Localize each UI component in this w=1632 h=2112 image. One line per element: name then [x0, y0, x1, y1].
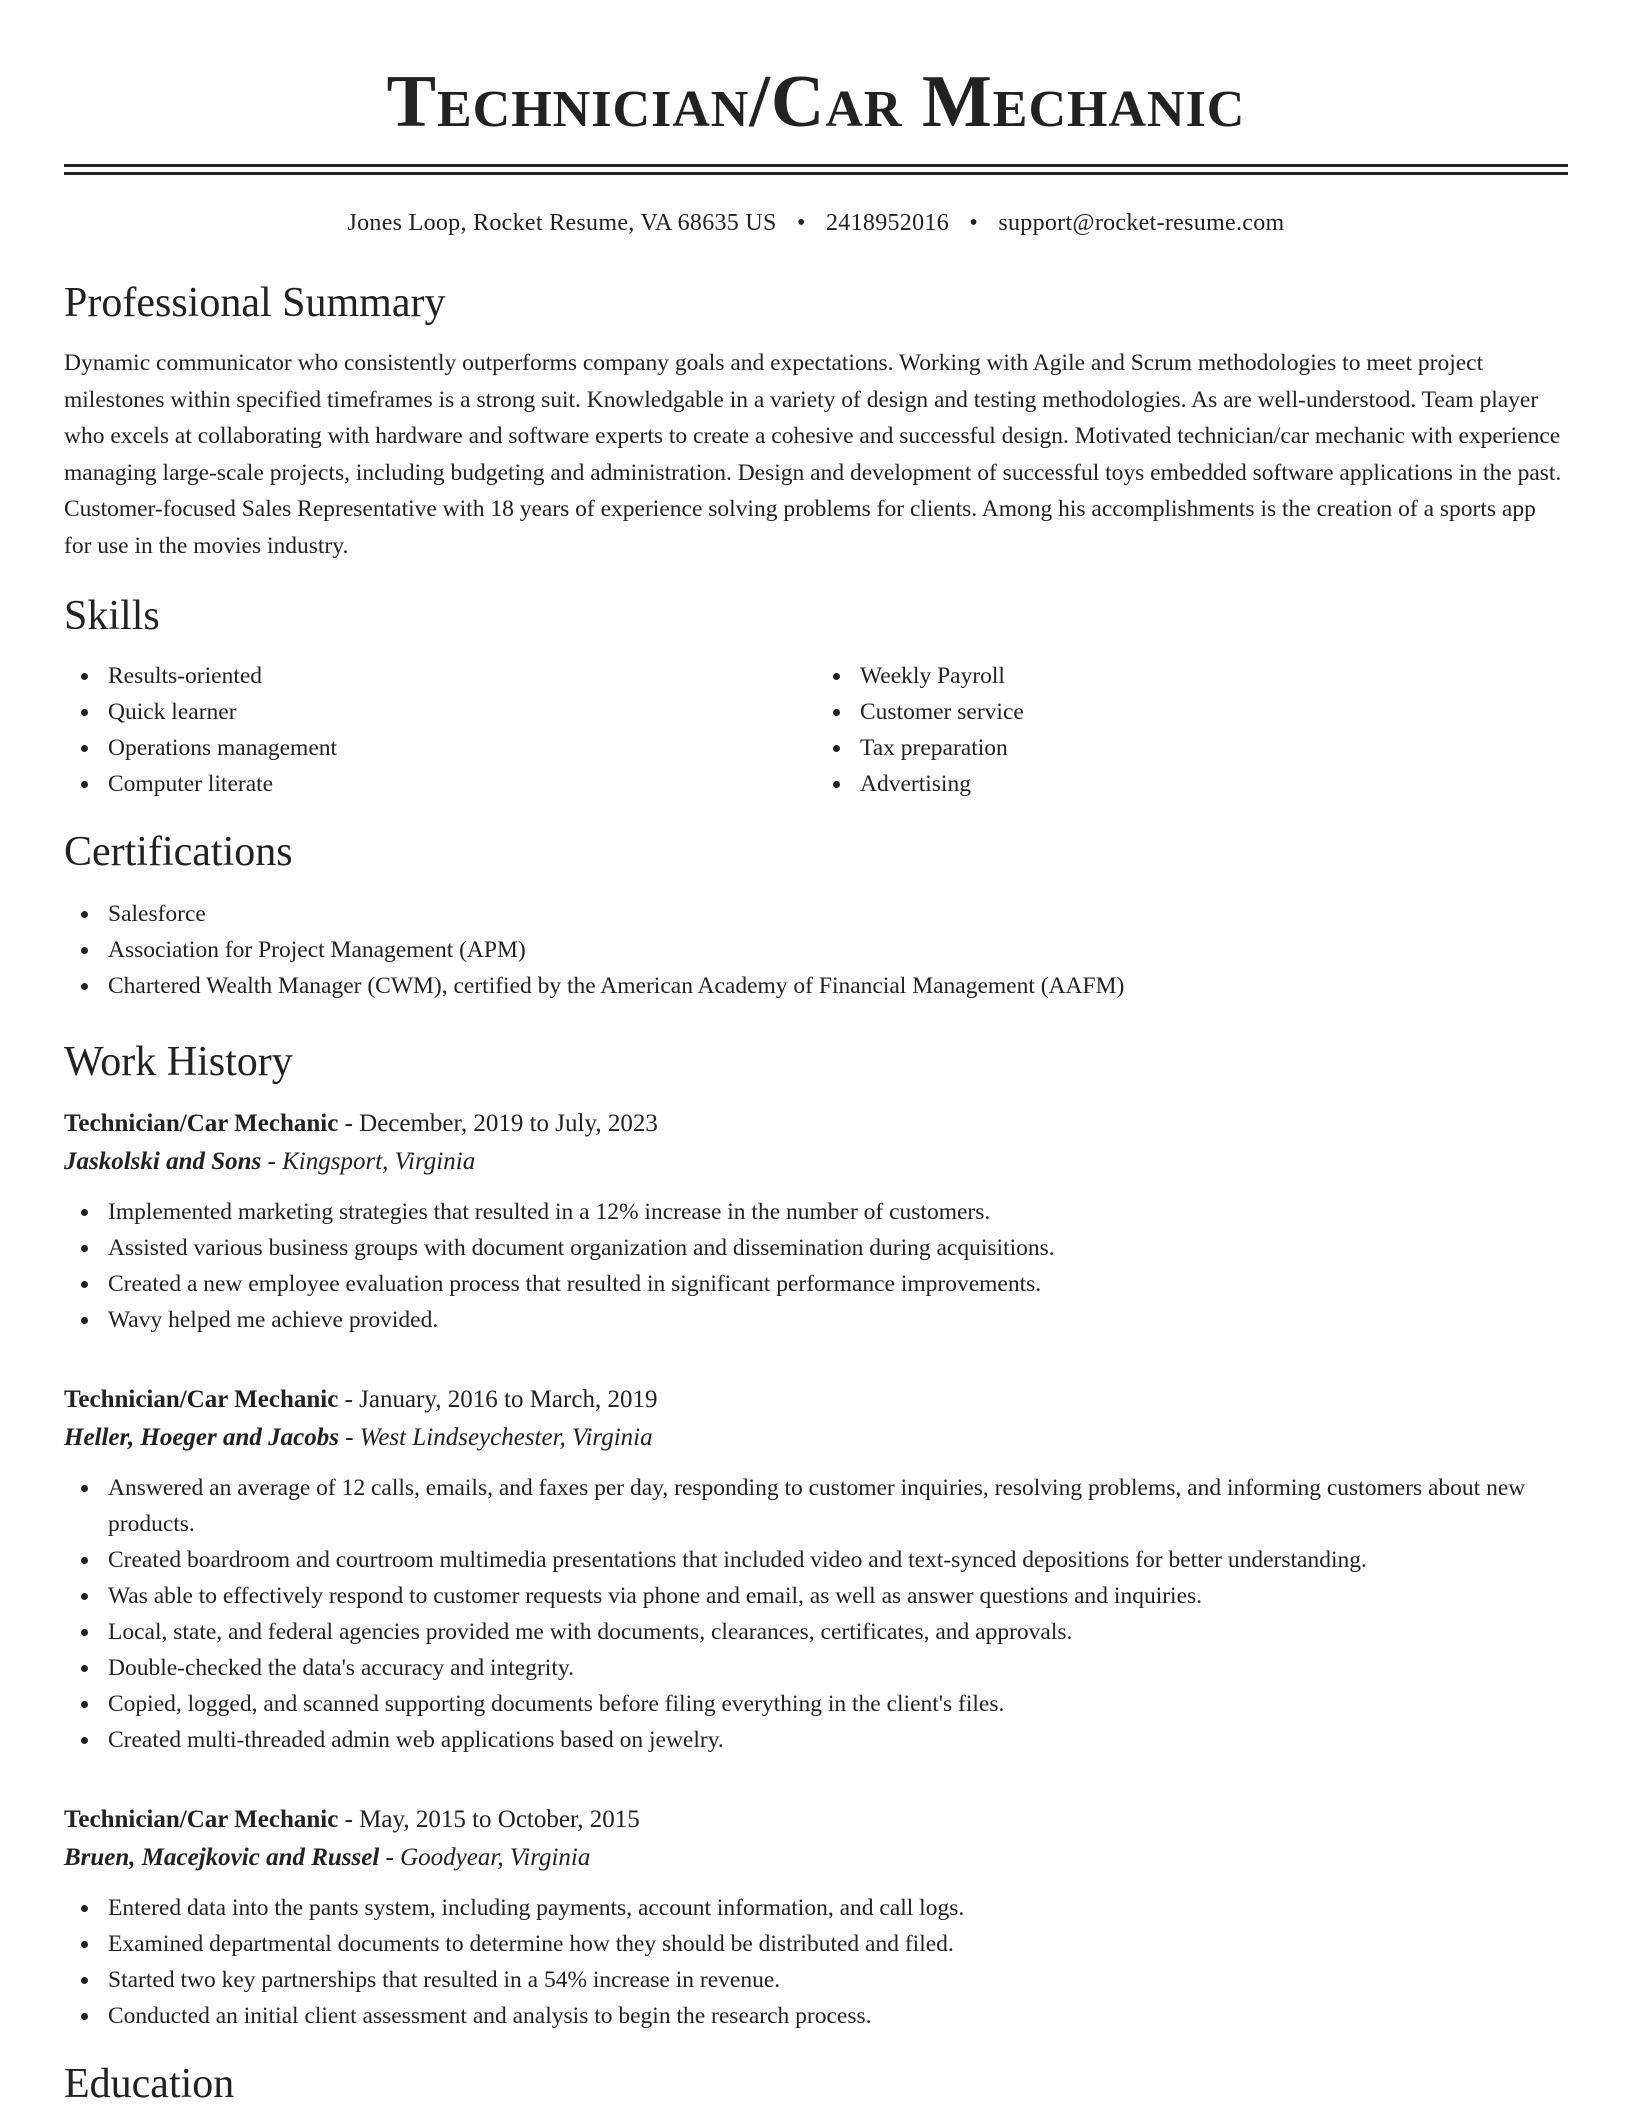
job-bullet: Examined departmental documents to determine how they should be distributed and filed.: [108, 1926, 1568, 1962]
job-bullet: Implemented marketing strategies that resulted in a 12% increase in the number of customers.: [108, 1194, 1568, 1230]
skill-item: Advertising: [860, 766, 1568, 802]
education-section: [64, 2058, 1568, 2110]
skill-item: Operations management: [108, 730, 816, 766]
contact-separator: •: [796, 210, 806, 236]
job-dates: - January, 2016 to March, 2019: [338, 1386, 658, 1413]
job-bullet: Answered an average of 12 calls, emails, and faxes per day, responding to customer inquiries, resolving problems, and informing customers about new products.: [108, 1470, 1568, 1542]
summary-section: [64, 277, 1568, 564]
skill-item: Computer literate: [108, 766, 816, 802]
job-location: - Goodyear, Virginia: [379, 1844, 591, 1871]
job-entry: [64, 1382, 1568, 1758]
job-company: Heller, Hoeger and Jacobs: [64, 1424, 339, 1451]
job-bullet: Created a new employee evaluation process that resulted in significant performance improvements.: [108, 1266, 1568, 1302]
skills-list-left: [64, 658, 816, 802]
resume-page: [64, 0, 1568, 2110]
contact-line: [64, 207, 1568, 239]
skills-section: [64, 590, 1568, 802]
certification-item: Chartered Wealth Manager (CWM), certified by the American Academy of Financial Management (AAFM): [108, 968, 1568, 1004]
job-bullets: [64, 1194, 1568, 1338]
job-bullet: Wavy helped me achieve provided.: [108, 1302, 1568, 1338]
skills-columns: [64, 658, 1568, 802]
skill-item: Results-oriented: [108, 658, 816, 694]
job-location: - Kingsport, Virginia: [261, 1148, 476, 1175]
certifications-list: [64, 896, 1568, 1004]
work-history-heading: Work History: [64, 1039, 293, 1085]
job-title-line: [64, 1382, 1568, 1418]
job-title-line: [64, 1802, 1568, 1838]
education-heading: Education: [64, 2061, 235, 2107]
job-bullet: Created boardroom and courtroom multimedia presentations that included video and text-synced depositions for better understanding.: [108, 1542, 1568, 1578]
job-location: - West Lindseychester, Virginia: [338, 1424, 653, 1451]
job-bullet: Conducted an initial client assessment and analysis to begin the research process.: [108, 1998, 1568, 2034]
job-company: Bruen, Macejkovic and Russel: [64, 1844, 380, 1871]
resume-name: Technician/Car Mechanic: [386, 61, 1246, 143]
contact-phone: 2418952016: [826, 210, 949, 236]
job-bullet: Local, state, and federal agencies provided me with documents, clearances, certificates, and approvals.: [108, 1614, 1568, 1650]
job-bullets: [64, 1890, 1568, 2034]
contact-separator: •: [969, 210, 979, 236]
contact-email: support@rocket-resume.com: [998, 210, 1285, 236]
certification-item: Association for Project Management (APM): [108, 932, 1568, 968]
job-bullet: Created multi-threaded admin web applications based on jewelry.: [108, 1722, 1568, 1758]
skills-list-right: [816, 658, 1568, 802]
skill-item: Customer service: [860, 694, 1568, 730]
header-double-rule: [64, 164, 1568, 175]
certifications-section: [64, 826, 1568, 1004]
job-company-line: [64, 1418, 1568, 1458]
job-dates: - May, 2015 to October, 2015: [338, 1806, 640, 1833]
certifications-heading: Certifications: [64, 829, 293, 875]
summary-text: Dynamic communicator who consistently outperforms company goals and expectations. Working with Agile and Scrum methodologies to meet project milestones within specified timeframes is a strong suit. Knowledgable in a variety of design and testing methodologies. As are well-understood. Team player who excels at collaborating with hardware and software experts to create a cohesive and successful design. Motivated technician/car mechanic with experience managing large-scale projects, including budgeting and administration. Design and development of successful toys embedded software applications in the past. Customer-focused Sales Representative with 18 years of experience solving problems for clients. Among his accomplishments is the creation of a sports app for use in the movies industry.: [64, 350, 1562, 559]
work-history-section: [64, 1036, 1568, 2034]
skill-item: Tax preparation: [860, 730, 1568, 766]
contact-address: Jones Loop, Rocket Resume, VA 68635 US: [347, 210, 777, 236]
job-company-line: [64, 1838, 1568, 1878]
job-company: Jaskolski and Sons: [64, 1148, 262, 1175]
job-bullet: Was able to effectively respond to customer requests via phone and email, as well as answer questions and inquiries.: [108, 1578, 1568, 1614]
skills-heading: Skills: [64, 593, 160, 639]
job-bullet: Assisted various business groups with document organization and dissemination during acquisitions.: [108, 1230, 1568, 1266]
job-title: Technician/Car Mechanic: [64, 1386, 339, 1413]
job-title: Technician/Car Mechanic: [64, 1806, 339, 1833]
skill-item: Quick learner: [108, 694, 816, 730]
job-company-line: [64, 1142, 1568, 1182]
job-bullet: Started two key partnerships that resulted in a 54% increase in revenue.: [108, 1962, 1568, 1998]
job-bullet: Double-checked the data's accuracy and integrity.: [108, 1650, 1568, 1686]
summary-heading: Professional Summary: [64, 280, 446, 326]
job-bullet: Entered data into the pants system, including payments, account information, and call logs.: [108, 1890, 1568, 1926]
job-bullet: Copied, logged, and scanned supporting documents before filing everything in the client's files.: [108, 1686, 1568, 1722]
job-title: Technician/Car Mechanic: [64, 1110, 339, 1137]
certification-item: Salesforce: [108, 896, 1568, 932]
job-entry: [64, 1106, 1568, 1338]
job-bullets: [64, 1470, 1568, 1758]
job-dates: - December, 2019 to July, 2023: [338, 1110, 658, 1137]
skill-item: Weekly Payroll: [860, 658, 1568, 694]
job-title-line: [64, 1106, 1568, 1142]
job-entry: [64, 1802, 1568, 2034]
